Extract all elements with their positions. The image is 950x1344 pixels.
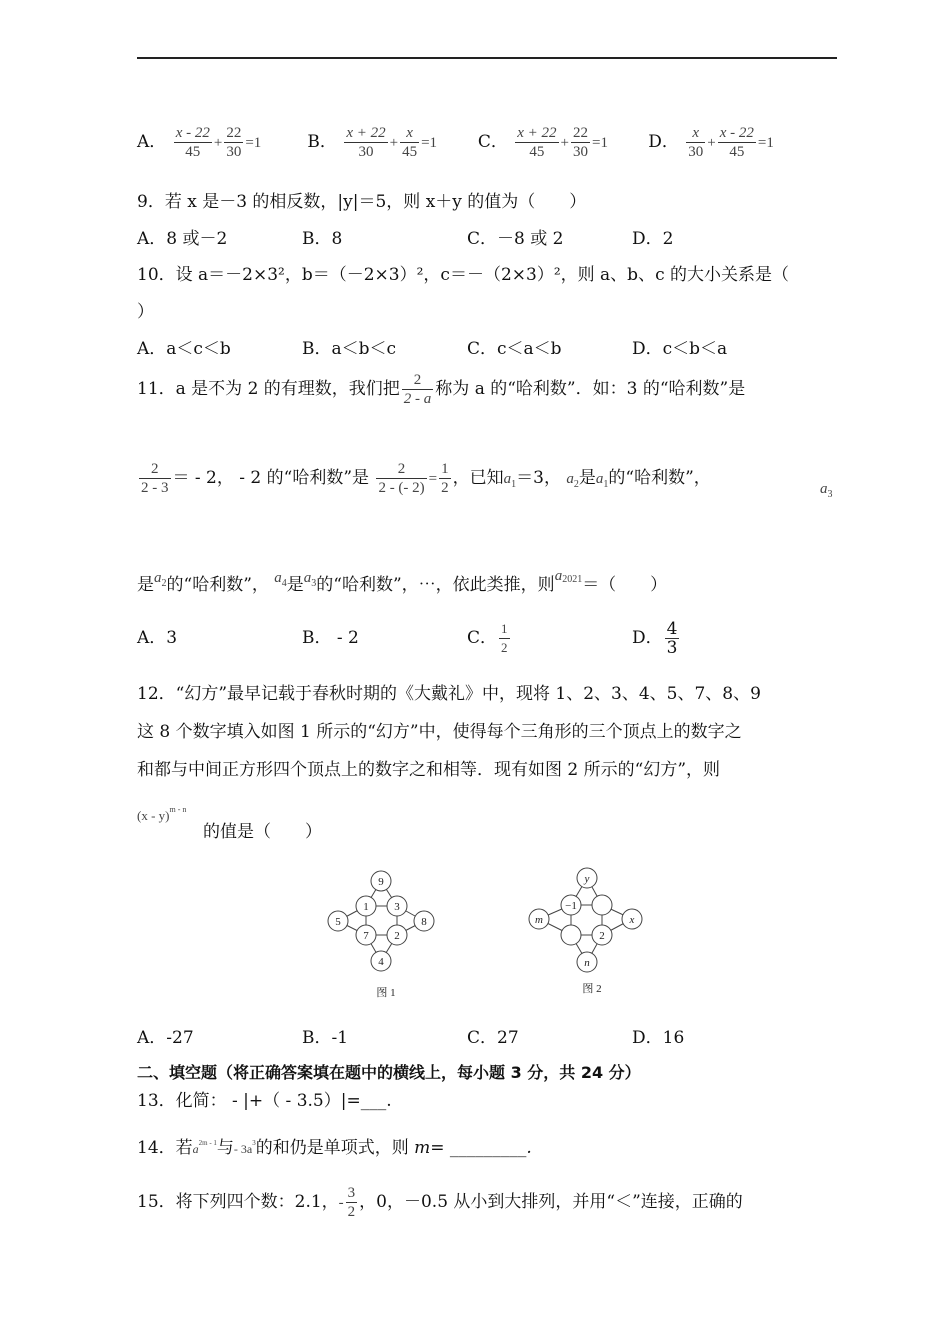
fig2-caption: 图 2 xyxy=(582,983,602,995)
q10-stem: 10．设 a＝－2×3²，b＝（－2×3）²，c＝－（2×3）²，则 a、b、c 的大小关系是（ xyxy=(137,265,789,285)
q12-expr: (x - y)$^{m - n}$ xyxy=(137,805,187,823)
q11-option-b[interactable]: B． - 2 xyxy=(302,628,359,648)
fig1-sq-tl: 1 xyxy=(363,901,369,913)
q11-line2: $\frac{2}{2 - 3}$ ＝ - 2， - 2 的“哈利数”是 $\frac{2}{2 - (- 2)}$ = $\frac{1}{2}$ ，已知$a_1=3$， $a_2$是$a_1$的“哈利数”， xyxy=(141,461,711,496)
q11-line3: 是$a^2$的“哈利数”， $a^4$是$a^3$的“哈利数”，⋯，依此类推，则$a^{2021}=$（ ） xyxy=(137,568,668,595)
q10-option-a[interactable]: A．a＜c＜b xyxy=(137,339,231,359)
fig1-caption: 图 1 xyxy=(376,987,396,999)
q13[interactable]: 13．化简： - |+（ - 3.5）|=___. xyxy=(137,1091,392,1111)
q8-option-c[interactable]: C． $\frac{x + 22}{45}$ + $\frac{22}{30}$ =1 xyxy=(477,125,608,160)
q9-option-b[interactable]: B．8 xyxy=(302,229,343,249)
q12-options xyxy=(137,1023,684,1048)
q10-options xyxy=(137,334,727,359)
q10-option-d[interactable]: D．c＜b＜a xyxy=(632,339,728,359)
fig1-bottom: 4 xyxy=(378,956,384,968)
q10-stem-cont: ） xyxy=(137,302,154,322)
q10-option-b[interactable]: B．a＜b＜c xyxy=(302,339,397,359)
q9-stem: 9．若 x 是－3 的相反数，|y|＝5，则 x＋y 的值为（ ） xyxy=(137,192,587,212)
fig1-top: 9 xyxy=(378,876,384,888)
fig2-sq-br: 2 xyxy=(599,930,605,942)
q14-answer-blank[interactable]: m= _________. xyxy=(414,1138,532,1158)
fig2-top: y xyxy=(584,873,590,885)
q9-option-a[interactable]: A．8 或－2 xyxy=(137,229,228,249)
fig1-sq-br: 2 xyxy=(394,930,400,942)
fig2-bottom: n xyxy=(584,957,590,969)
fig1-sq-tr: 3 xyxy=(394,901,400,913)
q12-option-d[interactable]: D．16 xyxy=(632,1028,685,1048)
q8-option-d[interactable]: D． $\frac{x}{30}$ + $\frac{x - 22}{45}$ =1 xyxy=(648,125,774,160)
q9-option-d[interactable]: D．2 xyxy=(632,229,674,249)
q11-line1: 11．a 是不为 2 的有理数，我们把 $\frac{2}{2 - a}$ 称为 a 的“哈利数”．如：3 的“哈利数”是 xyxy=(137,372,746,407)
fig1-right: 8 xyxy=(421,916,427,928)
fig1-left: 5 xyxy=(335,916,341,928)
fig1-sq-bl: 7 xyxy=(363,930,369,942)
q8-option-b[interactable]: B． $\frac{x + 22}{30}$ + $\frac{x}{45}$ =1 xyxy=(307,125,438,160)
q12-option-b[interactable]: B．-1 xyxy=(302,1028,349,1048)
figure-2 xyxy=(525,864,655,1004)
q12-line3: 和都与中间正方形四个顶点上的数字之和相等．现有如图 2 所示的“幻方”，则 xyxy=(137,760,721,780)
q14: 14．若$a^{2m - 1}$与- $3a^3$的和仍是单项式，则 m= _________. xyxy=(137,1138,532,1158)
q12-option-a[interactable]: A．-27 xyxy=(137,1028,194,1048)
q12-line2: 这 8 个数字填入如图 1 所示的“幻方”中，使得每个三角形的三个顶点上的数字之 xyxy=(137,722,742,742)
q12-stem-end: 的值是（ ） xyxy=(203,822,322,842)
q15: 15．将下列四个数：2.1，- $\frac{3}{2}$ ，0，－0.5 从小到大排列，并用“＜”连接，正确的 xyxy=(137,1185,743,1220)
q8-options xyxy=(137,124,774,161)
q11-option-d[interactable]: D． $\frac{4}{3}$ xyxy=(632,619,678,658)
header-rule xyxy=(137,57,837,59)
q11-option-c[interactable]: C． $\frac{1}{2}$ xyxy=(467,621,508,655)
section-2-heading: 二、填空题（将正确答案填在题中的横线上，每小题 3 分，共 24 分） xyxy=(137,1063,641,1082)
fig2-left: m xyxy=(535,914,543,926)
q8-option-a[interactable]: A． $\frac{x - 22}{45}$ + $\frac{22}{30}$ =1 xyxy=(137,125,262,160)
figure-1 xyxy=(320,866,440,1006)
q11-options xyxy=(137,620,681,657)
q11-option-a[interactable]: A．3 xyxy=(137,628,178,648)
fig2-sq-tl: −1 xyxy=(565,900,577,912)
q11-a3-float: $a_3$ xyxy=(820,481,833,500)
fig2-right: x xyxy=(629,914,635,926)
q12-option-c[interactable]: C．27 xyxy=(467,1028,519,1048)
q9-options xyxy=(137,224,673,249)
q10-option-c[interactable]: C．c＜a＜b xyxy=(467,339,562,359)
q9-option-c[interactable]: C．－8 或 2 xyxy=(467,229,564,249)
q12-line1: 12．“幻方”最早记载于春秋时期的《大戴礼》中，现将 1、2、3、4、5、7、8、9 xyxy=(137,684,761,704)
